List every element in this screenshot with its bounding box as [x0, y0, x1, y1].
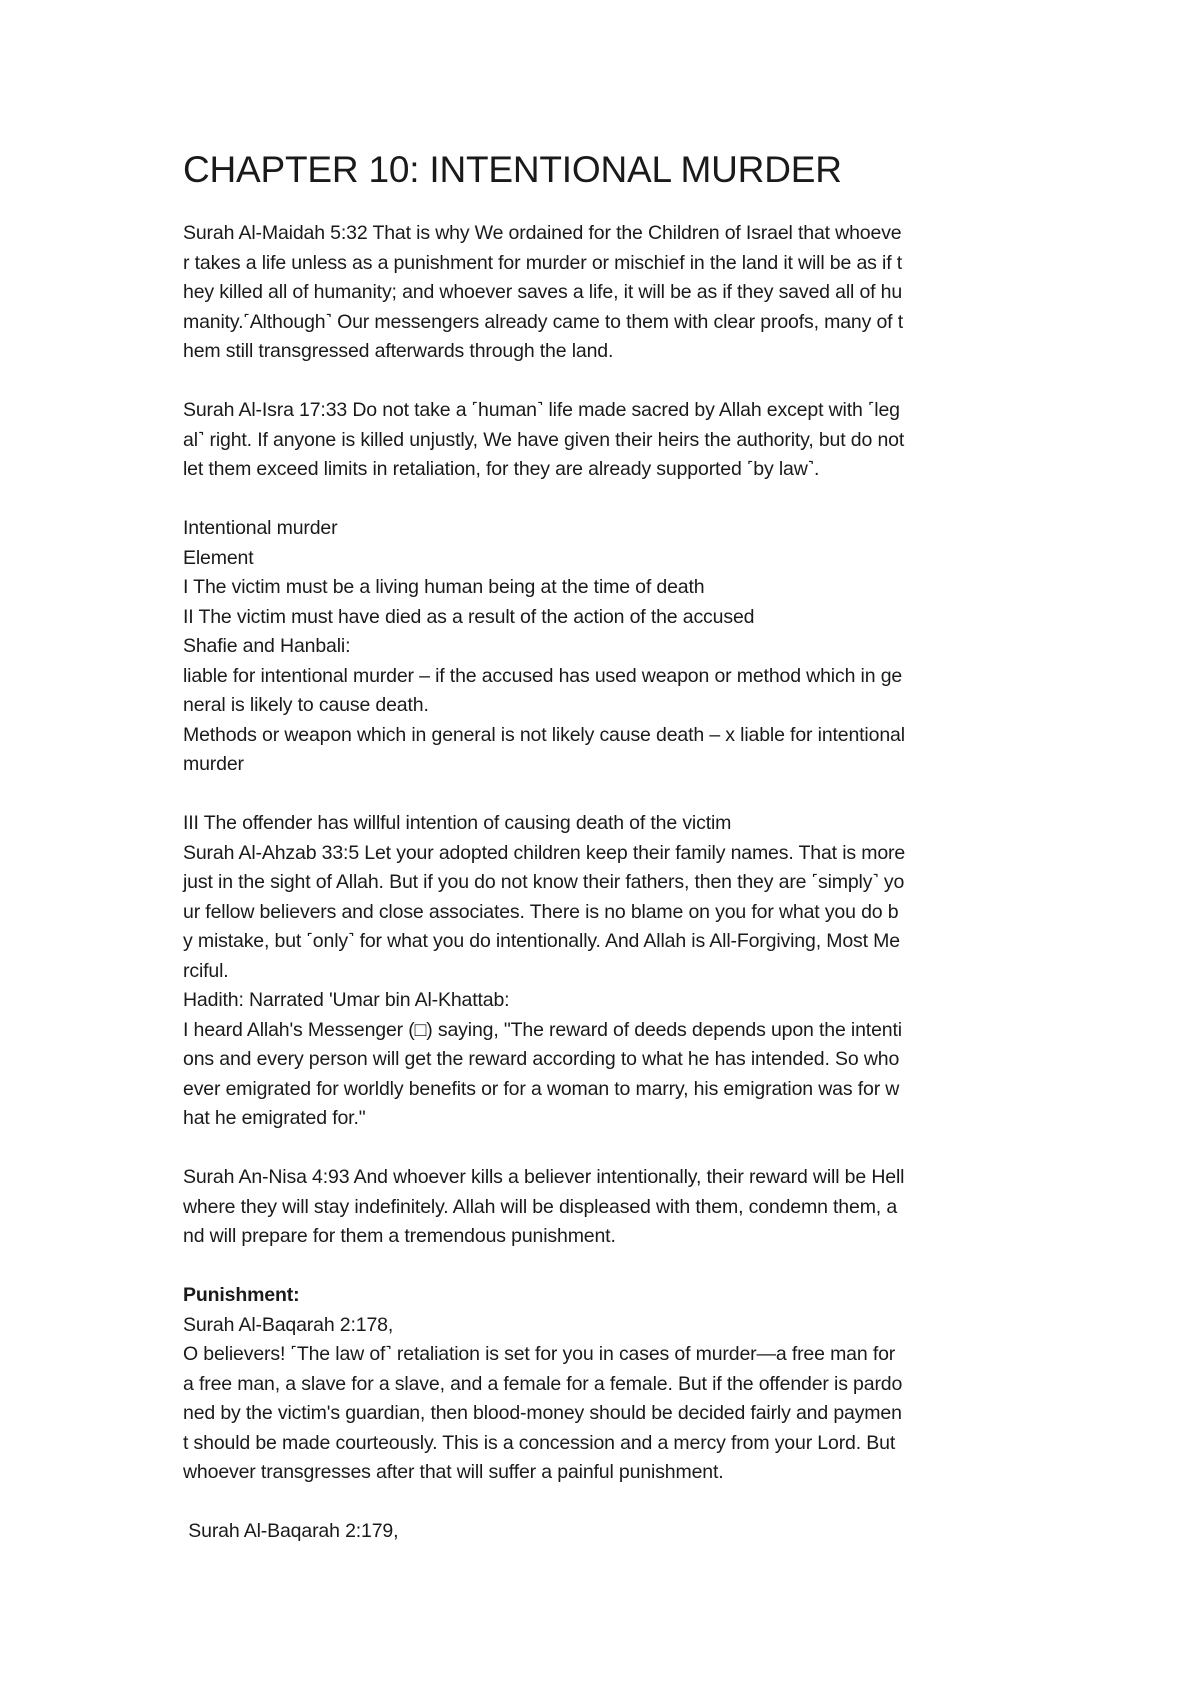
text-line: ned by the victim's guardian, then blood-money should be decided fairly and paymen: [183, 1402, 902, 1424]
document-body: [183, 219, 1028, 1547]
text-line: Methods or weapon which in general is not likely cause death – x liable for intentional: [183, 723, 905, 746]
text-line: hat he emigrated for.": [183, 1107, 366, 1129]
text-line: Surah Al-Baqarah 2:179,: [183, 1520, 399, 1542]
text-line: I heard Allah's Messenger (□) saying, "The reward of deeds depends upon the intenti: [183, 1018, 902, 1041]
text-line: where they will stay indefinitely. Allah will be displeased with them, condemn them, a: [183, 1195, 898, 1218]
section-heading: Punishment:: [183, 1284, 300, 1306]
text-line: O believers! ˹The law of˺ retaliation is set for you in cases of murder—a free man for: [183, 1343, 896, 1365]
paragraph-gap: [183, 367, 1028, 397]
text-line: I The victim must be a living human being at the time of death: [183, 576, 705, 598]
text-line: Element: [183, 546, 254, 569]
text-line: y mistake, but ˹only˺ for what you do intentionally. And Allah is All-Forgiving, Most Me: [183, 930, 900, 952]
text-line: whoever transgresses after that will suffer a painful punishment.: [183, 1461, 724, 1483]
text-line: nd will prepare for them a tremendous punishment.: [183, 1225, 616, 1247]
paragraph-gap: [183, 1252, 1028, 1282]
paragraph-gap: [183, 780, 1028, 810]
text-line: rciful.: [183, 959, 229, 982]
text-line: Surah Al-Isra 17:33 Do not take a ˹human˺ life made sacred by Allah except with ˹leg: [183, 399, 900, 421]
text-line: murder: [183, 753, 244, 775]
text-line: Surah Al-Baqarah 2:178,: [183, 1313, 394, 1336]
text-line: r takes a life unless as a punishment for murder or mischief in the land it will be as if t: [183, 251, 903, 274]
text-line: liable for intentional murder – if the accused has used weapon or method which in ge: [183, 664, 903, 687]
text-line: ever emigrated for worldly benefits or for a woman to marry, his emigration was for w: [183, 1077, 900, 1100]
text-line: Surah Al-Maidah 5:32 That is why We ordained for the Children of Israel that whoeve: [183, 222, 902, 244]
paragraph-gap: [183, 1134, 1028, 1164]
text-line: Surah Al-Ahzab 33:5 Let your adopted children keep their family names. That is more: [183, 841, 906, 864]
document-page: [183, 148, 1028, 1547]
text-line: hey killed all of humanity; and whoever saves a life, it will be as if they saved all of hu: [183, 281, 903, 303]
text-line: Shafie and Hanbali:: [183, 635, 351, 657]
chapter-title: CHAPTER 10: INTENTIONAL MURDER: [183, 149, 842, 190]
paragraph-gap: [183, 485, 1028, 515]
text-line: neral is likely to cause death.: [183, 694, 429, 716]
text-line: Hadith: Narrated 'Umar bin Al-Khattab:: [183, 989, 510, 1011]
text-line: III The offender has willful intention of causing death of the victim: [183, 812, 732, 834]
text-line: a free man, a slave for a slave, and a female for a female. But if the offender is pardo: [183, 1372, 903, 1395]
text-line: ons and every person will get the reward according to what he has intended. So who: [183, 1048, 900, 1070]
text-line: just in the sight of Allah. But if you do not know their fathers, then they are ˹simply˺ yo: [183, 871, 905, 893]
text-line: hem still transgressed afterwards through the land.: [183, 340, 614, 362]
text-line: t should be made courteously. This is a concession and a mercy from your Lord. But: [183, 1431, 896, 1454]
text-line: al˺ right. If anyone is killed unjustly, We have given their heirs the authority, but do not: [183, 428, 905, 451]
text-line: ur fellow believers and close associates. There is no blame on you for what you do b: [183, 900, 899, 923]
text-line: Intentional murder: [183, 517, 338, 539]
paragraph-gap: [183, 1488, 1028, 1518]
text-line: II The victim must have died as a result of the action of the accused: [183, 605, 755, 628]
text-line: Surah An-Nisa 4:93 And whoever kills a believer intentionally, their reward will be Hell: [183, 1166, 905, 1188]
text-line: manity.˹Although˺ Our messengers already came to them with clear proofs, many of t: [183, 310, 903, 333]
text-line: let them exceed limits in retaliation, for they are already supported ˹by law˺.: [183, 458, 820, 480]
